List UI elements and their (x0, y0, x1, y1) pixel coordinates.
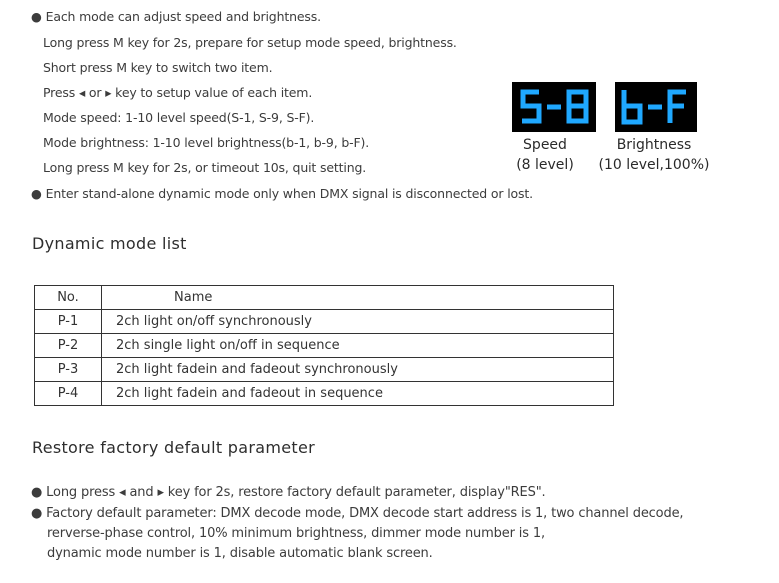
restore-bullet: ● Long press ◂ and ▸ key for 2s, restore factory default parameter, display"RES". (31, 485, 546, 500)
name-column-header: Name (102, 286, 614, 310)
brightness-display (615, 82, 697, 132)
table-header-row (35, 286, 614, 310)
mode-name: 2ch light fadein and fadeout synchronously (102, 358, 614, 382)
standalone-mode-bullet: ● Enter stand-alone dynamic mode only when DMX signal is disconnected or lost. (31, 186, 533, 201)
speed-label: Speed (523, 137, 567, 153)
table-row (35, 382, 614, 406)
setup-value-line: Press ◂ or ▸ key to setup value of each item. (43, 85, 313, 100)
dynamic-mode-list-title: Dynamic mode list (32, 234, 187, 253)
mode-brightness-line: Mode brightness: 1-10 level brightness(b-1, b-9, b-F). (43, 135, 370, 150)
factory-default-line2: rerverse-phase control, 10% minimum brightness, dimmer mode number is 1, (47, 526, 545, 541)
brightness-level-label: (10 level,100%) (598, 157, 710, 173)
brightness-display-digits (615, 82, 697, 132)
no-column-header: No. (35, 286, 102, 310)
speed-display (512, 82, 596, 132)
brightness-label: Brightness (616, 137, 692, 153)
mode-number: P-4 (35, 382, 102, 406)
table-row (35, 334, 614, 358)
mode-number: P-2 (35, 334, 102, 358)
mode-number: P-3 (35, 358, 102, 382)
mode-number: P-1 (35, 310, 102, 334)
dynamic-mode-table (34, 285, 614, 406)
mode-name: 2ch light on/off synchronously (102, 310, 614, 334)
mode-adjust-bullet: ● Each mode can adjust speed and brightness. (31, 9, 321, 24)
restore-title: Restore factory default parameter (32, 438, 315, 457)
mode-name: 2ch single light on/off in sequence (102, 334, 614, 358)
factory-default-bullet: ● Factory default parameter: DMX decode mode, DMX decode start address is 1, two channel decode, (31, 506, 684, 521)
speed-display-digits (512, 82, 596, 132)
factory-default-line3: dynamic mode number is 1, disable automatic blank screen. (47, 546, 433, 561)
mode-speed-line: Mode speed: 1-10 level speed(S-1, S-9, S-F). (43, 110, 315, 125)
speed-level-label: (8 level) (516, 157, 574, 173)
table-row (35, 358, 614, 382)
quit-setting-line: Long press M key for 2s, or timeout 10s, quit setting. (43, 160, 367, 175)
setup-instruction-line: Long press M key for 2s, prepare for setup mode speed, brightness. (43, 35, 457, 50)
switch-item-line: Short press M key to switch two item. (43, 60, 273, 75)
table-row (35, 310, 614, 334)
mode-name: 2ch light fadein and fadeout in sequence (102, 382, 614, 406)
